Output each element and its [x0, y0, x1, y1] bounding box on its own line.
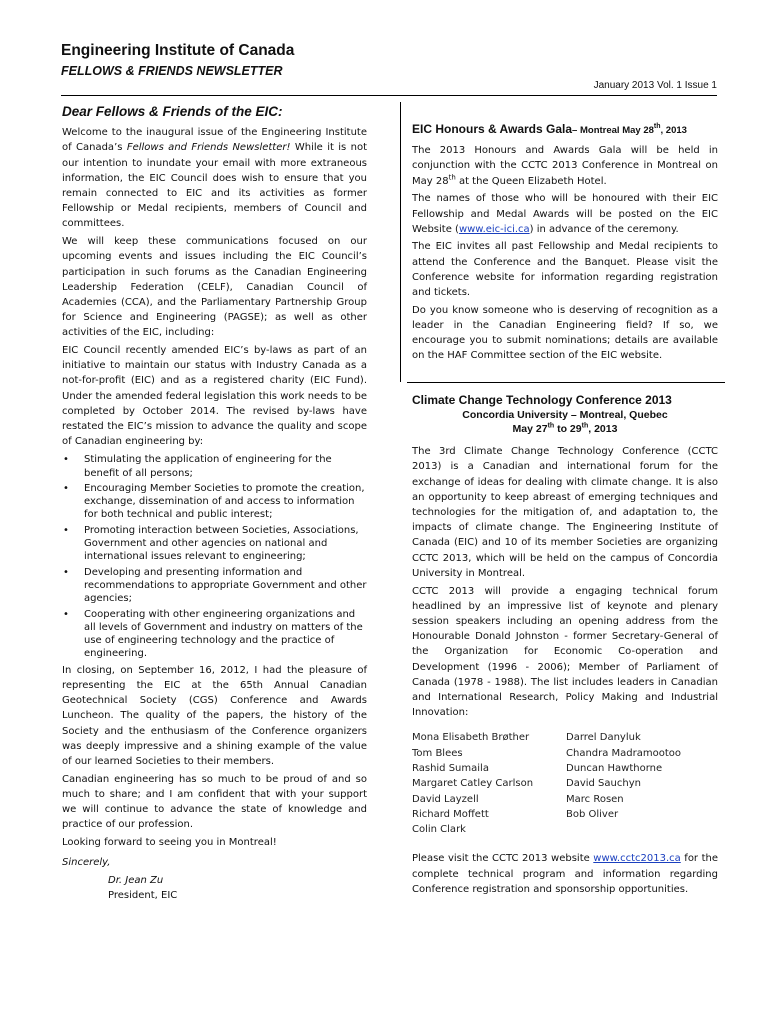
- cctc-venue: Concordia University – Montreal, Quebec: [462, 409, 668, 422]
- list-item: Darrel Danyluk: [566, 732, 641, 744]
- signature-title: President, EIC: [108, 890, 178, 902]
- honours-p1-sup: th: [448, 173, 456, 182]
- letter-paragraph-montreal: Looking forward to seeing you in Montreal!: [62, 837, 277, 849]
- letter-paragraph-communications: We will keep these communications focused on our upcoming events and issues including the EIC Council’s participation in such forums as the Canadian Engineering Leadership Federation (CELF), Canadian Council of Academies (CCA), and the Parliamentary Partnership Group for Science and Engineering (PAGSE); as well as other activities of the EIC, including:: [62, 236, 367, 339]
- list-item: David Sauchyn: [566, 778, 641, 790]
- list-item: Richard Moffett: [412, 808, 489, 820]
- honours-paragraph-nominate: Do you know someone who is deserving of recognition as a leader in the Canadian Engineering field? If so, we encourage you to submit nominations; details are available on the HAF Committee section of the EIC website.: [412, 304, 718, 362]
- bullet-icon: •: [63, 524, 69, 536]
- letter-p1-text-cont: While it is not our intention to inundate your email with more extraneous information, the EIC Council does wish to ensure that you remain connected to EIC and its activities as former Fellowship or Medal recipients, members of Council and committees.: [62, 142, 368, 230]
- honours-title-text: EIC Honours & Awards Gala: [412, 122, 573, 136]
- header-divider: [61, 95, 717, 96]
- cctc-dates: [412, 422, 718, 436]
- list-item: [62, 524, 367, 563]
- speaker-list: [412, 730, 718, 837]
- bullet-icon: •: [63, 608, 69, 620]
- list-item: [62, 566, 367, 605]
- list-item: Margaret Catley Carlson: [412, 778, 534, 790]
- list-item-text: Encouraging Member Societies to promote the creation, exchange, dissemination of and access to information for both technical and public interest;: [84, 483, 365, 521]
- cctc-heading: Climate Change Technology Conference 2013: [412, 393, 672, 407]
- cctc-p3-text-cont: for the complete technical program and information regarding Conference registration and sponsorship opportunities.: [412, 853, 718, 895]
- cctc-dates-end: to 29: [554, 423, 582, 436]
- list-item: Marc Rosen: [566, 793, 624, 805]
- cctc-paragraph-intro: The 3rd Climate Change Technology Conference (CCTC 2013) is a Canadian and international forum for the exchange of ideas for dealing with climate change. It is also an opportunity to keep abreast of emerging techniques and technologies for the mitigation of, and adaptation to, the impacts of climate change. The Engineering Institute of Canada (EIC) and 10 of its member Societies are organizing CCTC 2013, which will be held on the campus of Concordia University in Montreal.: [412, 446, 718, 579]
- letter-paragraph-pride: Canadian engineering has so much to be proud of and so much to share; and I am confident that with your support we will continue to advance the state of knowledge and practice of our profession.: [62, 773, 367, 831]
- cctc-website-link[interactable]: www.cctc2013.ca: [593, 853, 681, 865]
- cctc-dates-year: , 2013: [588, 423, 618, 436]
- list-item: [62, 453, 367, 479]
- issue-date: January 2013 Vol. 1 Issue 1: [593, 80, 717, 91]
- honours-title-date: Montreal May 28: [579, 125, 654, 136]
- section-divider: [407, 382, 725, 383]
- list-item-text: Developing and presenting information and recommendations to appropriate Government and other agencies;: [84, 566, 367, 604]
- mission-list: [62, 453, 367, 659]
- speaker-column-left: [412, 730, 564, 837]
- list-item: David Layzell: [412, 793, 479, 805]
- cctc-paragraph-forum: CCTC 2013 will provide a engaging technical forum headlined by an impressive list of keynote and plenary session speakers including an opening address from the Honourable Donald Johnston - former Secretary-General of the Organization for Economic Co-operation and Development (1996 - 2006); Member of Parliament of Canada (1978 - 1988). The list includes leaders in Canadian and International Research, Policy Making and Industrial Innovation:: [412, 585, 718, 719]
- honours-p1-text: The 2013 Honours and Awards Gala will be held in conjunction with the CCTC 2013 Conference in Montreal on May 28: [412, 145, 718, 187]
- cctc-dates-sup-start: th: [547, 422, 555, 430]
- letter-paragraph-bylaws: EIC Council recently amended EIC’s by-laws as part of an initiative to maintain our status with Industry Canada as a not-for-profit (EIC) and as a registered charity (EIC Fund). Under the amended federal legislation this work needs to be completed by October 2014. The revised by-laws have restated the EIC’s mission to advance the quality and scope of Canadian engineering by:: [62, 345, 367, 448]
- honours-p2-text: The names of those who will be honoured with their EIC Fellowship and Medal Awards will be posted on the EIC Website (: [412, 193, 718, 235]
- honours-title-dash: –: [572, 125, 580, 136]
- list-item: Duncan Hawthorne: [566, 762, 663, 774]
- list-item-text: Stimulating the application of engineering for the benefit of all persons;: [84, 454, 332, 479]
- bullet-icon: •: [63, 483, 69, 495]
- list-item: Chandra Madramootoo: [566, 747, 682, 759]
- honours-gala-section: [412, 122, 718, 366]
- letter-paragraph-closing: In closing, on September 16, 2012, I had the pleasure of representing the EIC at the 65th Annual Canadian Geotechnical Society (CGS) Conference and Awards Luncheon. The quality of the papers, the history of the Society and the enthusiasm of the Conference organizers was deeply impressive and a shining example of the value of our learned Societies to their members.: [62, 664, 367, 768]
- list-item: Rashid Sumaila: [412, 762, 489, 774]
- honours-title-date-sup: th: [653, 123, 661, 130]
- list-item: Mona Elisabeth Brøther: [412, 732, 530, 744]
- list-item-text: Promoting interaction between Societies, Associations, Government and other agencies on national and international issues relevant to engineering;: [84, 524, 359, 563]
- honours-p1-text-cont: at the Queen Elizabeth Hotel.: [455, 175, 607, 187]
- bullet-icon: •: [63, 454, 69, 466]
- letter-paragraph-welcome: [62, 125, 367, 231]
- cctc-p3-text: Please visit the CCTC 2013 website: [412, 853, 594, 865]
- newsletter-subtitle: FELLOWS & FRIENDS NEWSLETTER: [61, 64, 283, 78]
- cctc-section: [412, 393, 718, 900]
- column-divider: [400, 102, 401, 382]
- list-item: Tom Blees: [412, 747, 463, 759]
- list-item-text: Cooperating with other engineering organizations and all levels of Government and industry on matters of the use of engineering technology and the practice of engineering.: [84, 608, 363, 659]
- letter-salutation: Dear Fellows & Friends of the EIC:: [62, 104, 283, 119]
- list-item: [62, 608, 367, 660]
- honours-p2-text-cont: ) in advance of the ceremony.: [529, 223, 679, 235]
- honours-paragraph-gala: [412, 143, 718, 189]
- speaker-column-right: [564, 730, 718, 837]
- list-item: Colin Clark: [412, 824, 466, 836]
- honours-gala-heading: [412, 122, 718, 138]
- cctc-dates-start: May 27: [512, 423, 548, 436]
- bullet-icon: •: [63, 566, 69, 578]
- honours-paragraph-invite: The EIC invites all past Fellowship and Medal recipients to attend the Conference and the Banquet. Please visit the Conference website for information regarding registration and tickets.: [412, 241, 718, 299]
- cctc-dates-sup-end: th: [581, 422, 589, 430]
- honours-title-year: , 2013: [660, 125, 687, 136]
- signature-name: Dr. Jean Zu: [108, 875, 164, 887]
- cctc-paragraph-website: [412, 851, 718, 897]
- newsletter-name-emphasis: Fellows and Friends Newsletter!: [126, 142, 291, 154]
- letter-p1-text: Welcome to the inaugural issue of the Engineering Institute of Canada’s: [62, 127, 367, 154]
- presidents-letter: [62, 104, 367, 903]
- list-item: Bob Oliver: [566, 808, 619, 820]
- newsletter-title: Engineering Institute of Canada: [61, 42, 295, 59]
- eic-website-link[interactable]: www.eic-ici.ca: [458, 223, 530, 235]
- list-item: [62, 482, 367, 521]
- honours-paragraph-names: [412, 191, 718, 237]
- letter-signoff: Sincerely,: [62, 857, 111, 869]
